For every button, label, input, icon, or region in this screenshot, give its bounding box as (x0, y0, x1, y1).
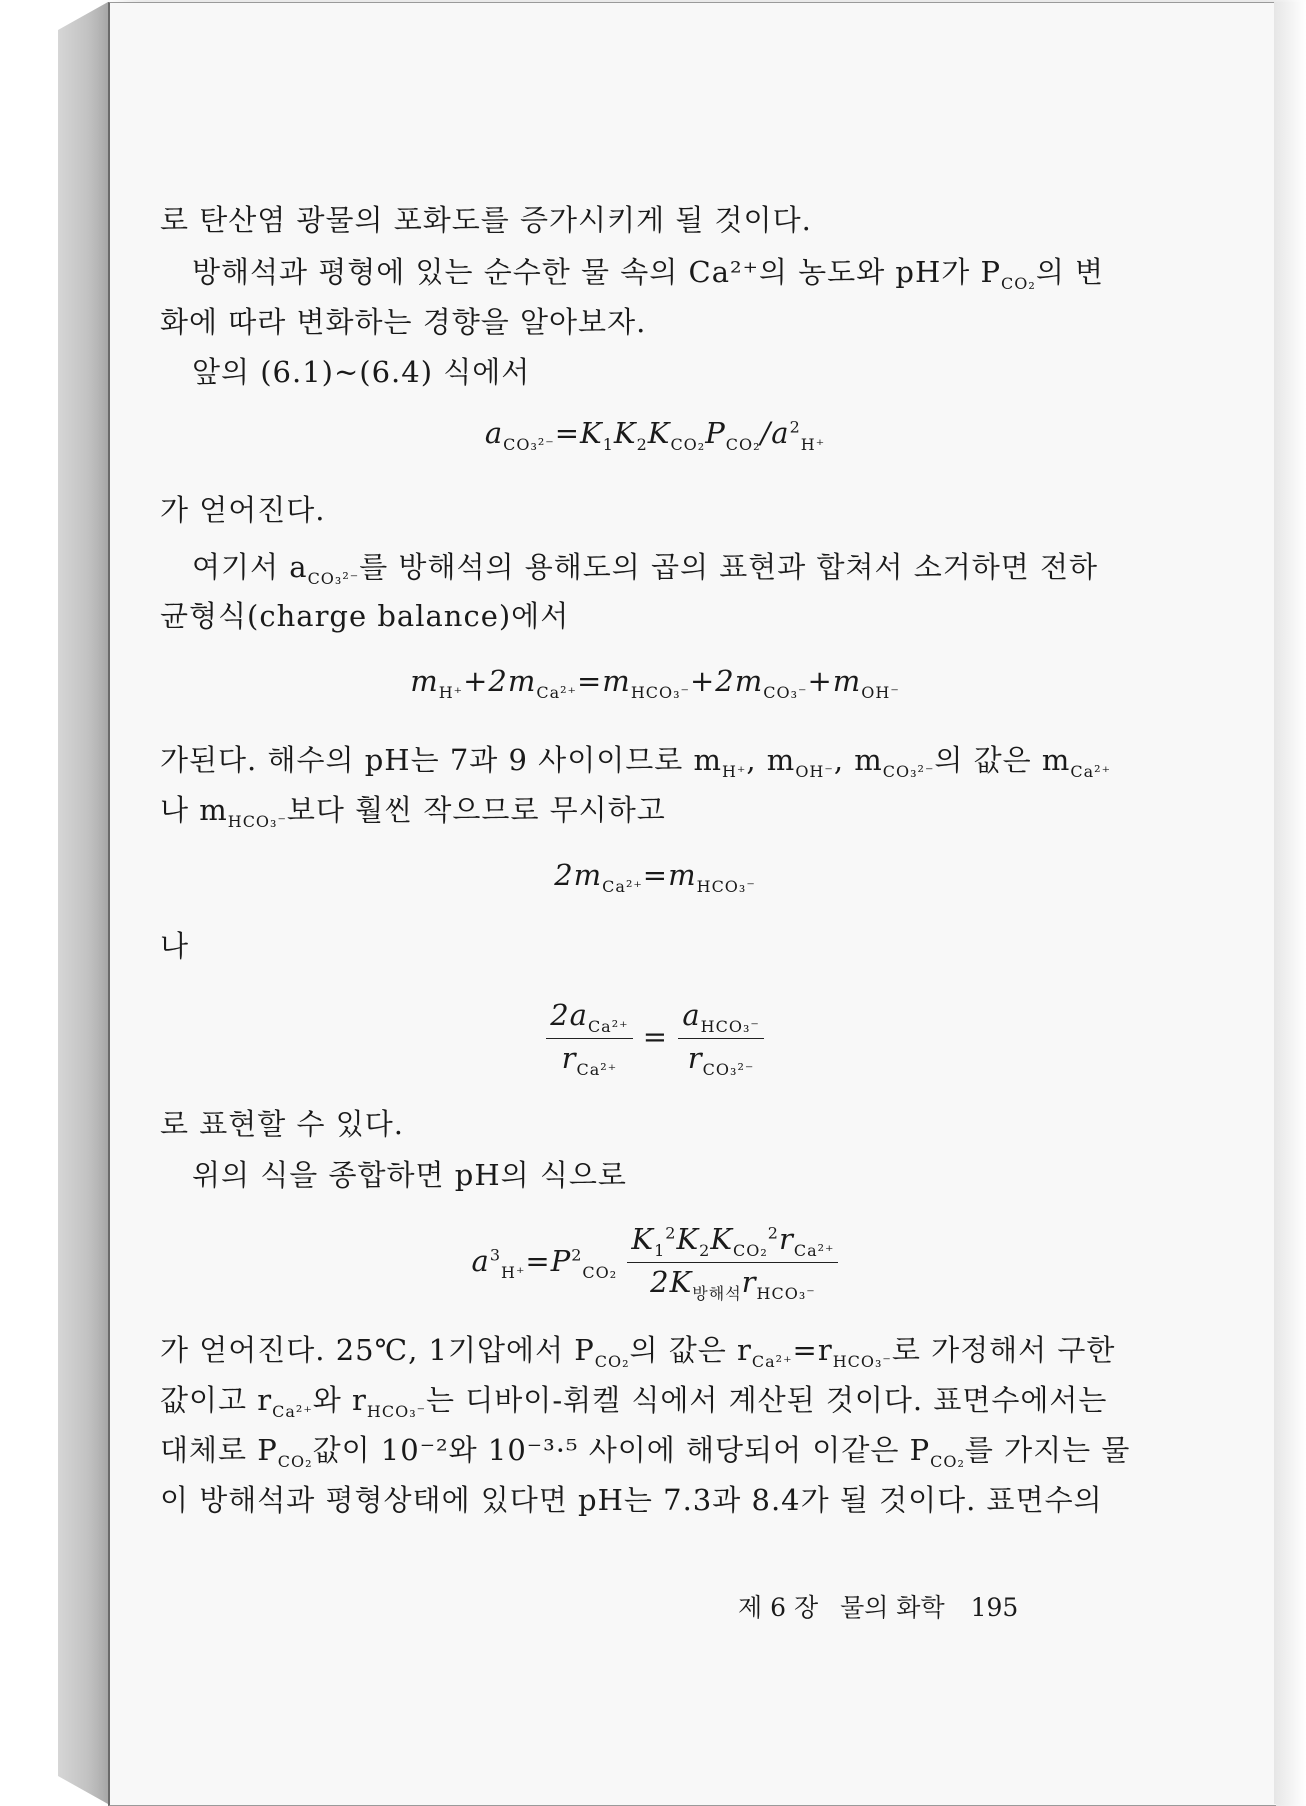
text-line-5: 가 얻어진다. (160, 493, 326, 527)
footer-chapter: 제 6 장 (738, 1593, 819, 1622)
text-line-2: 방해석과 평형에 있는 순수한 물 속의 Ca²⁺의 농도와 pH가 $P_{CO_2}$의 변 (192, 255, 1105, 293)
equation-1: $a_{CO_3^{2-}}=K_1K_2K_{CO_2}P_{CO_2}/a^2_{H^+}$ (484, 416, 826, 454)
page-footer (738, 1588, 1018, 1624)
equation-4 (160, 998, 1150, 1079)
text-line-15: 대체로 $P_{CO_2}$값이 10⁻²와 10⁻³·⁵ 사이에 해당되어 이같은 $P_{CO_2}$를 가지는 물 (160, 1433, 1131, 1471)
equation-3: $2m_{Ca^{2+}}=m_{HCO_3^-}$ (554, 858, 756, 896)
eq4-left-fraction (546, 998, 632, 1079)
eq4-right-denominator: $r_{CO_3^{2-}}$ (687, 1040, 755, 1079)
equation-2: $m_{H^+}+2m_{Ca^{2+}}=m_{HCO_3^-}+2m_{CO_3^-}+m_{OH^-}$ (410, 664, 900, 702)
equation-5 (160, 1222, 1150, 1304)
text-line-9: 나 $m_{HCO_3^-}$보다 훨씬 작으므로 무시하고 (160, 793, 666, 831)
eq4-right-numerator: $a_{HCO_3^-}$ (678, 998, 763, 1039)
text-line-6: 여기서 $a_{CO_3^{2-}}$를 방해석의 용해도의 곱의 표현과 합쳐서 소거하면 전하 (192, 550, 1099, 588)
page-right-shade (1274, 2, 1306, 1804)
text-line-16: 이 방해석과 평형상태에 있다면 pH는 7.3과 8.4가 될 것이다. 표면수의 (160, 1483, 1103, 1517)
eq4-equals: = (642, 1019, 669, 1054)
text-line-7: 균형식(charge balance)에서 (160, 599, 570, 633)
book-spine-edge (58, 2, 108, 1804)
text-line-1: 로 탄산염 광물의 포화도를 증가시키게 될 것이다. (160, 203, 812, 237)
text-line-12: 위의 식을 종합하면 pH의 식으로 (192, 1158, 627, 1192)
eq4-right-fraction (678, 998, 763, 1079)
text-line-8: 가된다. 해수의 pH는 7과 9 사이이므로 $m_{H^+}$, $m_{OH^-}$, $m_{CO_3^{2-}}$의 값은 $m_{Ca^{2+}}$ (160, 743, 1112, 781)
footer-title: 물의 화학 (840, 1593, 945, 1622)
text-line-14: 값이고 $r_{Ca^{2+}}$와 $r_{HCO_3^-}$는 디바이-휘켈 식에서 계산된 것이다. 표면수에서는 (160, 1383, 1108, 1421)
text-line-4: 앞의 (6.1)~(6.4) 식에서 (192, 355, 531, 389)
eq4-left-denominator: $r_{Ca^{2+}}$ (561, 1040, 618, 1079)
eq5-fraction (627, 1222, 838, 1304)
text-line-11: 로 표현할 수 있다. (160, 1107, 404, 1141)
eq5-numerator: $K_1^2K_2K_{CO_2}^2r_{Ca^{2+}}$ (627, 1222, 838, 1263)
eq5-denominator: $2K_{방해석}r_{HCO_3^-}$ (650, 1264, 816, 1303)
text-line-10: 나 (160, 929, 190, 963)
text-line-13: 가 얻어진다. 25℃, 1기압에서 $P_{CO_2}$의 값은 $r_{Ca^{2+}}=r_{HCO_3^-}$로 가정해서 구한 (160, 1333, 1116, 1371)
footer-page-number: 195 (970, 1593, 1019, 1622)
eq5-lhs: $a^3_{H^+}=P^2_{CO_2}$ (471, 1243, 618, 1282)
eq4-left-numerator: $2a_{Ca^{2+}}$ (546, 998, 632, 1039)
text-line-3: 화에 따라 변화하는 경향을 알아보자. (160, 305, 647, 339)
